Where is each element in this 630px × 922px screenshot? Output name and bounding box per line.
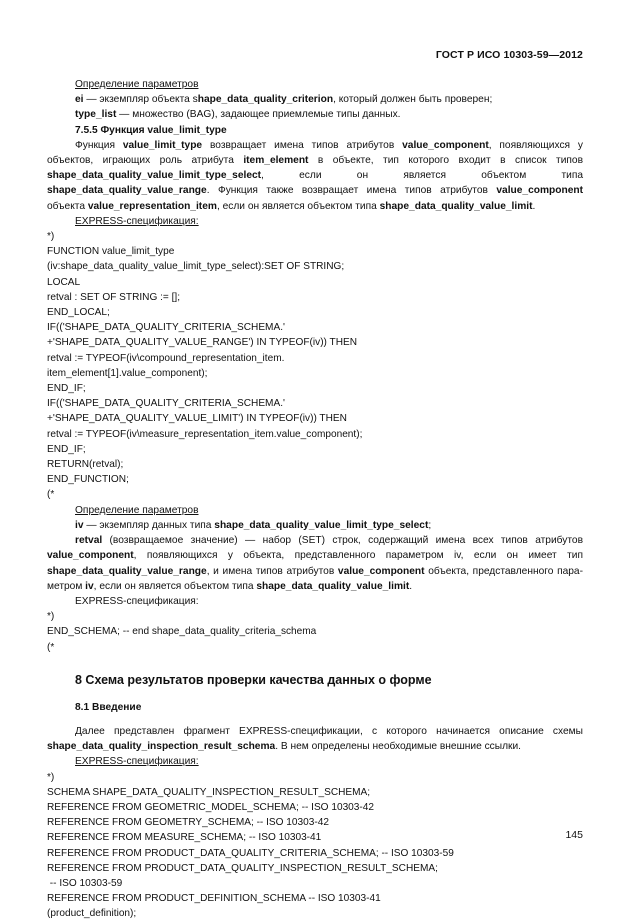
code-line: +'SHAPE_DATA_QUALITY_VALUE_LIMIT') IN TYPEOF(iv)) THEN [47,413,347,425]
express-label-2: EXPRESS-спецификация: [75,595,199,607]
code-block-3 [47,770,583,922]
code-line: *) [47,231,55,243]
code-line: LOCAL [47,276,81,288]
code-line: REFERENCE FROM PRODUCT_DATA_QUALITY_CRITERIA_SCHEMA; -- ISO 10303-59 [47,847,454,859]
code-line: (* [47,489,55,501]
code-line: (product_definition); [47,908,137,920]
code-line: item_element[1].value_component); [47,367,208,379]
code-line: (iv:shape_data_quality_value_limit_type_select):SET OF STRING; [47,261,345,273]
code-line: REFERENCE FROM PRODUCT_DEFINITION_SCHEMA -- ISO 10303-41 [47,893,381,905]
code-line: END_IF; [47,443,86,455]
page-header: ГОСТ Р ИСО 10303-59—2012 [435,49,583,61]
code-line: END_FUNCTION; [47,474,129,486]
section-8-title: 8 Схема результатов проверки качества данных о форме [75,672,432,687]
code-line: retval := TYPEOF(iv\measure_representation_item.value_component); [47,428,363,440]
code-block-2 [47,609,583,655]
function-title: 7.5.5 Функция value_limit_type [75,124,227,136]
code-line: SCHEMA SHAPE_DATA_QUALITY_INSPECTION_RESULT_SCHEMA; [47,786,371,798]
function-description: Функция value_limit_type возвращает имена типов атрибутов value_component, появляющихся у объектов, играющих роль атрибута item_element в объекте, тип которого входит в список типов shape_data_quality_value_limit_type_select, если он является объектом типа shape_data_quality_value_range. Функция также возвращает имена типов атрибутов value_component объекта value_representation_item, если он является объектом типа shape_data_quality_value_limit. [47,139,584,212]
code-line: retval : SET OF STRING := []; [47,291,181,303]
section-8-1-title: 8.1 Введение [75,701,142,713]
code-line: *) [47,611,55,623]
code-line: END_IF; [47,383,86,395]
page-number: 145 [565,829,583,841]
code-line: IF(('SHAPE_DATA_QUALITY_CRITERIA_SCHEMA.' [47,398,285,410]
param-iv: iv — экземпляр данных типа shape_data_quality_value_limit_type_select; [75,519,432,531]
code-line: (* [47,641,55,653]
page-content [47,77,583,922]
code-line: IF(('SHAPE_DATA_QUALITY_CRITERIA_SCHEMA.' [47,322,285,334]
param-retval: retval (возвращаемое значение) — набор (SET) строк, содержащий имена всех типов атрибутов value_component, появляющихся у объекта, представленного параметром iv, если он имеет тип shape_data_quality_value_range, и имена типов атрибутов value_component объекта, представленного параметром iv, если он является объектом типа shape_data_quality_value_limit. [47,535,584,592]
code-line: FUNCTION value_limit_type [47,246,175,258]
code-block-1 [47,229,583,503]
code-line: +'SHAPE_DATA_QUALITY_VALUE_RANGE') IN TYPEOF(iv)) THEN [47,337,358,349]
param-type-list: type_list — множество (BAG), задающее приемлемые типы данных. [75,109,401,121]
code-line: REFERENCE FROM GEOMETRY_SCHEMA; -- ISO 10303-42 [47,817,329,829]
code-line: *) [47,771,55,783]
code-line: REFERENCE FROM GEOMETRIC_MODEL_SCHEMA; -- ISO 10303-42 [47,801,374,813]
code-line: RETURN(retval); [47,459,124,471]
code-line: REFERENCE FROM PRODUCT_DATA_QUALITY_INSPECTION_RESULT_SCHEMA; [47,862,438,874]
code-line: END_LOCAL; [47,307,110,319]
section-8-intro: Далее представлен фрагмент EXPRESS-спецификации, с которого начинается описание схемы shape_data_quality_inspection_result_schema. В нем определены необходимые внешние ссылки. [47,725,583,753]
express-label-3: EXPRESS-спецификация: [75,756,199,768]
express-label-1: EXPRESS-спецификация: [75,215,199,227]
code-line: END_SCHEMA; -- end shape_data_quality_criteria_schema [47,626,317,638]
params-heading-2: Определение параметров [75,504,199,516]
code-line: -- ISO 10303-59 [47,877,123,889]
param-ei: ei — экземпляр объекта shape_data_quality_criterion, который должен быть проверен; [75,94,493,106]
params-heading-1: Определение параметров [75,79,199,90]
code-line: REFERENCE FROM MEASURE_SCHEMA; -- ISO 10303-41 [47,832,322,844]
code-line: retval := TYPEOF(iv\compound_representation_item. [47,352,285,364]
